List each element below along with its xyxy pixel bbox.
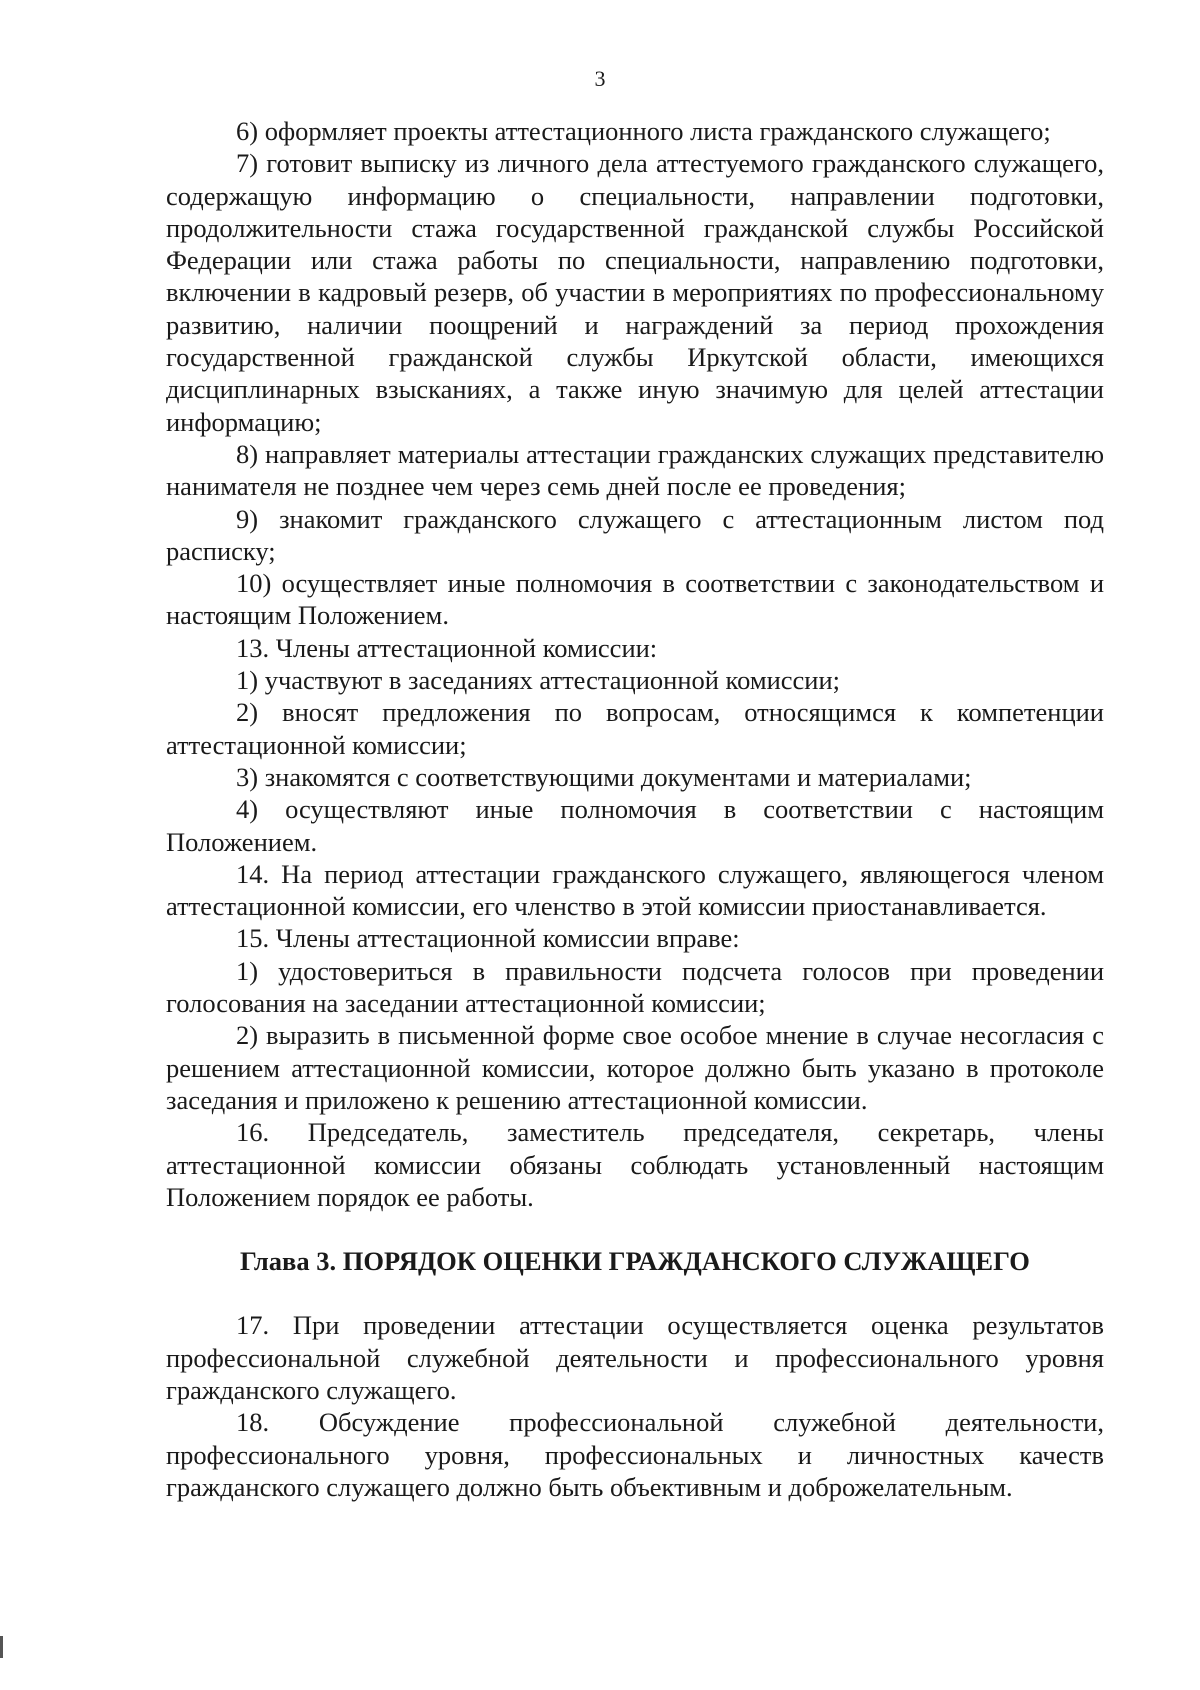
paragraph-item-9: 9) знакомит гражданского служащего с аттестационным листом под расписку;: [166, 503, 1104, 566]
paragraph-section-16: 16. Председатель, заместитель председателя, секретарь, члены аттестационной комиссии обязаны соблюдать установленный настоящим Положением порядок ее работы.: [166, 1117, 1104, 1212]
paragraph-section-17: 17. При проведении аттестации осуществляется оценка результатов профессиональной служебной деятельности и профессионального уровня гражданского служащего.: [166, 1310, 1104, 1405]
page-number: 3: [594, 66, 606, 91]
paragraph-item-7: 7) готовит выписку из личного дела аттестуемого гражданского служащего, содержащую информацию о специальности, направлении подготовки, продолжительности стажа государственной гражданской службы Российской Федерации или стажа работы по специальности, направлению подготовки, включении в кадровый резерв, об участии в мероприятиях по профессиональному развитию, наличии поощрений и награждений за период прохождения государственной гражданской службы Иркутской области, имеющихся дисциплинарных взысканиях, а также иную значимую для целей аттестации информацию;: [166, 148, 1104, 437]
paragraph-item-15-1: 1) удостовериться в правильности подсчета голосов при проведении голосования на заседании аттестационной комиссии;: [166, 955, 1104, 1019]
paragraph-item-15-2: 2) выразить в письменной форме свое особое мнение в случае несогласия с решением аттестационной комиссии, которое должно быть указано в протоколе заседания и приложено к решению аттестационной комиссии.: [166, 1020, 1104, 1115]
scan-edge-mark: [0, 1636, 3, 1658]
document-body: [166, 115, 1104, 1503]
paragraph-item-6: 6) оформляет проекты аттестационного листа гражданского служащего;: [236, 116, 1051, 146]
paragraph-item-13-2: 2) вносят предложения по вопросам, относящимся к компетенции аттестационной комиссии;: [166, 697, 1104, 760]
paragraph-item-13-4: 4) осуществляют иные полномочия в соответствии с настоящим Положением.: [166, 794, 1104, 857]
paragraph-item-8: 8) направляет материалы аттестации гражданских служащих представителю нанимателя не позднее чем через семь дней после ее проведения;: [166, 438, 1104, 502]
paragraph-section-14: 14. На период аттестации гражданского служащего, являющегося членом аттестационной комиссии, его членство в этой комиссии приостанавливается.: [166, 858, 1104, 922]
paragraph-section-13: 13. Члены аттестационной комиссии:: [236, 632, 658, 663]
paragraph-item-10: 10) осуществляет иные полномочия в соответствии с законодательством и настоящим Положением.: [166, 568, 1104, 631]
chapter-heading: Глава 3. ПОРЯДОК ОЦЕНКИ ГРАЖДАНСКОГО СЛУЖАЩЕГО: [240, 1246, 1030, 1277]
paragraph-item-13-1: 1) участвуют в заседаниях аттестационной комиссии;: [236, 665, 841, 696]
paragraph-section-15: 15. Члены аттестационной комиссии вправе:: [236, 923, 740, 954]
paragraph-section-18: 18. Обсуждение профессиональной служебной деятельности, профессионального уровня, профессиональных и личностных качеств гражданского служащего должно быть объективным и доброжелательным.: [166, 1407, 1104, 1502]
paragraph-item-13-3: 3) знакомятся с соответствующими документами и материалами;: [236, 761, 972, 792]
